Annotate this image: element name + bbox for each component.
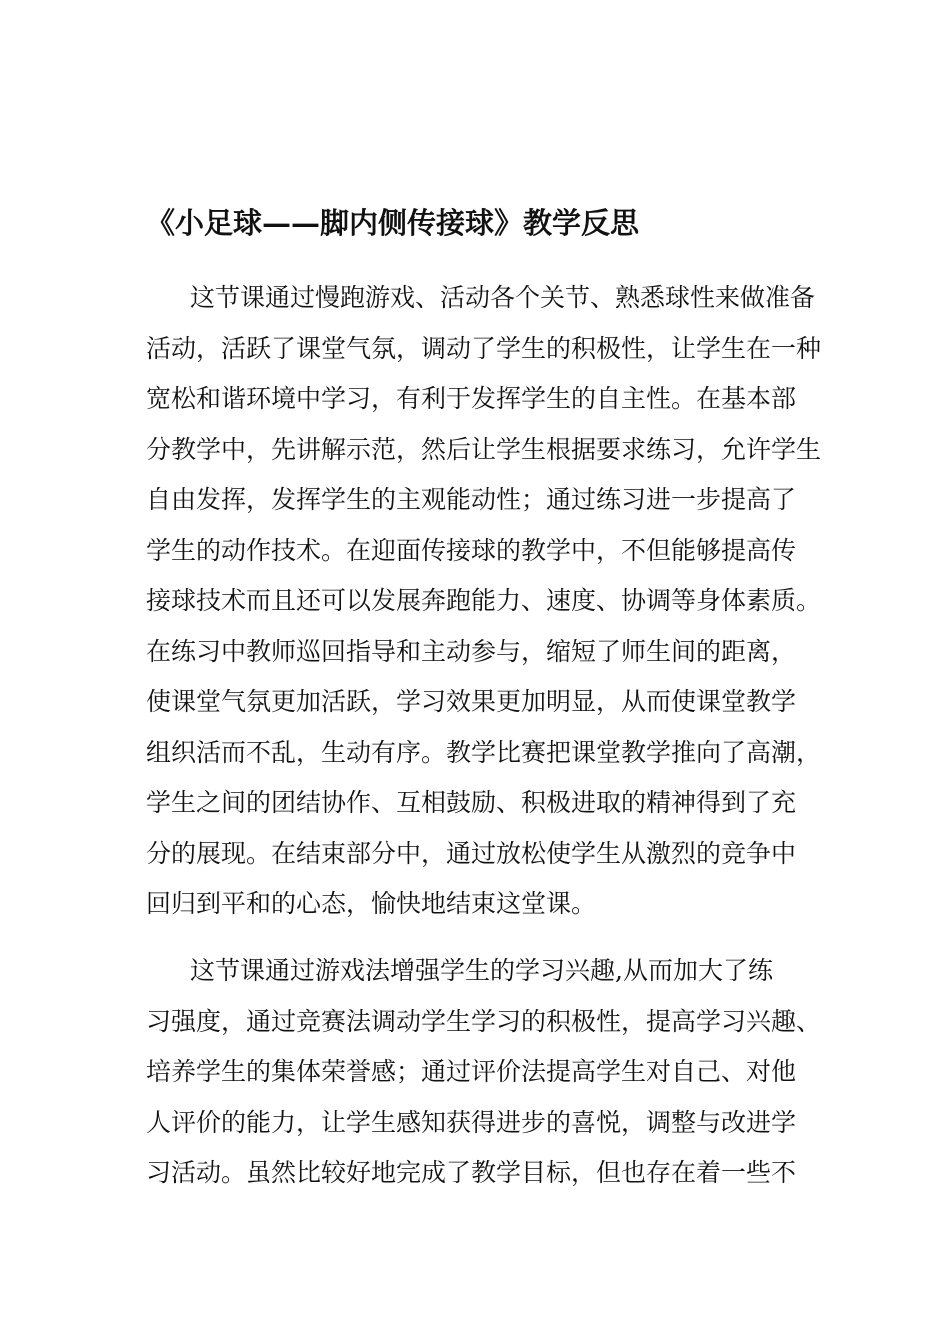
text-line: 接球技术而且还可以发展奔跑能力、速度、协调等身体素质。 [146, 586, 822, 615]
text-line: 宽松和谐环境中学习，有利于发挥学生的自主性。在基本部 [146, 384, 797, 413]
document-title: 《小足球——脚内侧传接球》教学反思 [146, 206, 640, 240]
text-line: 学生的动作技术。在迎面传接球的教学中，不但能够提高传 [146, 535, 797, 565]
text-line: 这节课通过游戏法增强学生的学习兴趣,从而加大了练 [190, 956, 773, 985]
text-line: 组织活而不乱，生动有序。教学比赛把课堂教学推向了高潮， [146, 737, 822, 767]
text-line: 分教学中，先讲解示范，然后让学生根据要求练习，允许学生 [146, 434, 822, 464]
text-line: 习活动。虽然比较好地完成了教学目标，但也存在着一些不 [146, 1158, 797, 1187]
text-line: 这节课通过慢跑游戏、活动各个关节、熟悉球性来做准备 [190, 283, 816, 312]
paragraph-2 [146, 946, 822, 1199]
text-line: 在练习中教师巡回指导和主动参与，缩短了师生间的距离， [146, 636, 797, 666]
text-line: 回归到平和的心态，愉快地结束这堂课。 [146, 889, 597, 918]
text-line: 培养学生的集体荣誉感；通过评价法提高学生对自己、对他 [146, 1057, 797, 1086]
text-line: 人评价的能力，让学生感知获得进步的喜悦，调整与改进学 [146, 1107, 797, 1137]
text-line: 活动，活跃了课堂气氛，调动了学生的积极性，让学生在一种 [146, 333, 822, 363]
text-line: 自由发挥，发挥学生的主观能动性；通过练习进一步提高了 [146, 485, 797, 514]
text-line: 学生之间的团结协作、互相鼓励、积极进取的精神得到了充 [146, 788, 797, 817]
paragraph-1 [146, 273, 822, 930]
text-line: 使课堂气氛更加活跃，学习效果更加明显，从而使课堂教学 [146, 687, 797, 716]
text-line: 分的展现。在结束部分中，通过放松使学生从激烈的竞争中 [146, 838, 797, 868]
text-line: 习强度，通过竞赛法调动学生学习的积极性，提高学习兴趣、 [146, 1006, 822, 1036]
